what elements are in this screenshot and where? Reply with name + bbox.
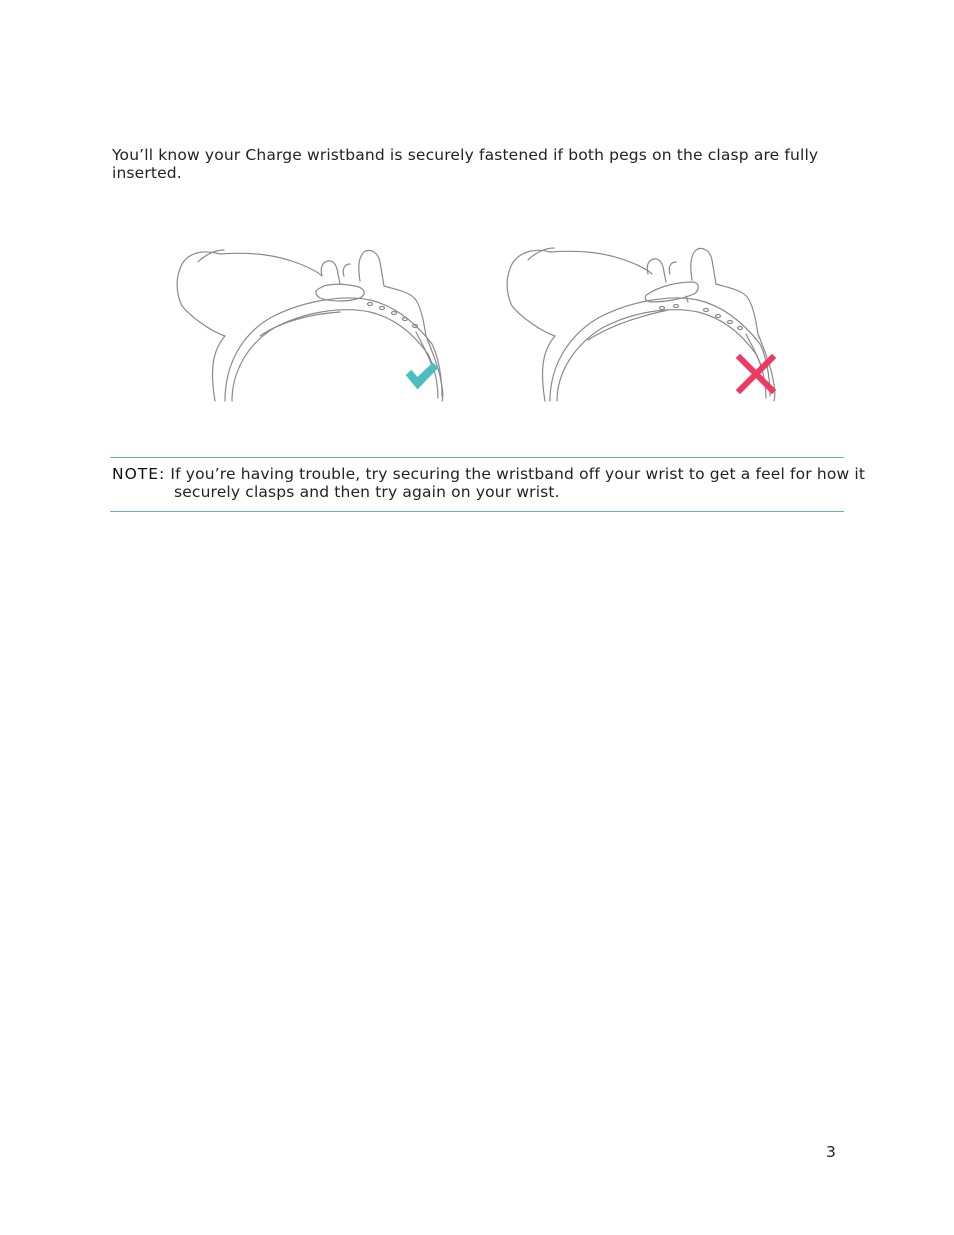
hand-outline: [507, 250, 652, 401]
finger-2: [359, 250, 384, 286]
correct-clasp-illustration: [170, 236, 460, 406]
hand-outline: [177, 252, 322, 401]
clasp-illustrations: [170, 236, 800, 406]
page-number: 3: [826, 1143, 836, 1161]
finger-1: [321, 261, 340, 284]
intro-paragraph: You’ll know your Charge wristband is securely fastened if both pegs on the clasp are fully inserted.: [112, 146, 819, 182]
note-callout: [110, 457, 866, 512]
note-label: NOTE:: [112, 465, 166, 483]
note-paragraph: [112, 465, 904, 501]
incorrect-clasp-illustration: [500, 236, 790, 406]
checkmark-icon: [404, 360, 440, 392]
finger-2: [691, 248, 716, 284]
band-inner: [557, 310, 766, 401]
finger-1: [647, 259, 666, 282]
x-mark-icon: [736, 354, 776, 394]
note-body: If you’re having trouble, try securing the wristband off your wrist to get a feel for how it securely clasps and then try again on your wrist.: [170, 465, 866, 501]
